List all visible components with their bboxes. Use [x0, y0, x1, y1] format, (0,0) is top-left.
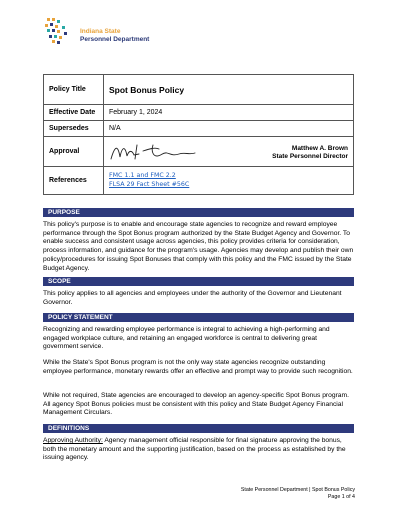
policy-info-table [43, 74, 354, 195]
supersedes-value: N/A [104, 121, 354, 137]
footer-title: State Personnel Department | Spot Bonus Policy [240, 487, 355, 493]
effective-date-value: February 1, 2024 [104, 105, 354, 121]
reference-link-flsa[interactable]: FLSA 29 Fact Sheet #56C [109, 180, 190, 188]
signature-icon [109, 141, 199, 163]
policy-statement-heading: POLICY STATEMENT [43, 313, 354, 322]
approver-name: Matthew A. Brown [291, 144, 348, 152]
definitions-heading: DEFINITIONS [43, 424, 354, 433]
reference-link-fmc[interactable]: FMC 1.1 and FMC 2.2 [109, 172, 176, 179]
row-supersedes [44, 121, 354, 137]
approval-label: Approval [44, 137, 104, 167]
purpose-heading: PURPOSE [43, 208, 354, 217]
policy-title-label: Policy Title [44, 75, 104, 105]
scope-text: This policy applies to all agencies and employees under the authority of the Governor and Lieutenant Governor. [43, 290, 342, 306]
definition-approving-authority [43, 437, 354, 463]
approver-title: State Personnel Director [272, 153, 348, 160]
supersedes-label: Supersedes [44, 121, 104, 137]
policy-statement-p3: While not required, State agencies are encouraged to develop an agency-specific Spot Bonus program. All agency Spot Bonus policies must be consistent with this policy and State Budget Agency Financial Management Circulars. [43, 392, 349, 417]
references-cell [104, 167, 354, 195]
page-number: Page 1 of 4 [327, 493, 355, 500]
row-approval [44, 137, 354, 167]
scope-heading: SCOPE [43, 277, 354, 286]
page-header [44, 16, 244, 46]
policy-statement-p1: Recognizing and rewarding employee performance is integral to achieving a high-performing and engaged workplace culture, and retaining an engaged workforce is central to delivering great government service. [43, 326, 330, 351]
org-name-line1: Indiana State [80, 28, 121, 35]
row-references [44, 167, 354, 195]
row-effective-date [44, 105, 354, 121]
definition-term: Approving Authority: [43, 437, 103, 444]
purpose-text: This policy's purpose is to enable and encourage state agencies to recognize and reward employee performance through the Spot Bonus program authorized by the State Budget Agency and Governor. To enable success and consistent usage across agencies, this policy provides criteria for consideration, process information, and guidance for the program's usage. Agencies may develop and publish their own policy/procedures for issuing Spot Bonuses that comply with this policy and the FMC issued by the State Budget Agency. [43, 221, 354, 272]
policy-title-value: Spot Bonus Policy [104, 75, 354, 105]
definition-text: Agency management official responsible for final signature approving the bonus, both the monetary amount and the supporting justification, based on the process as established by the issuing agency. [43, 437, 346, 462]
agency-logo-icon [44, 16, 76, 46]
approval-cell [104, 137, 354, 167]
references-label: References [44, 167, 104, 195]
page-footer [241, 487, 355, 501]
org-name-line2: Personnel Department [80, 36, 150, 43]
policy-statement-p2: While the State's Spot Bonus program is not the only way state agencies recognize outstanding employee performance, monetary rewards offer an effective and prompt way to provide such recognition. [43, 359, 353, 375]
approver-block [272, 145, 348, 162]
effective-date-label: Effective Date [44, 105, 104, 121]
row-policy-title [44, 75, 354, 105]
